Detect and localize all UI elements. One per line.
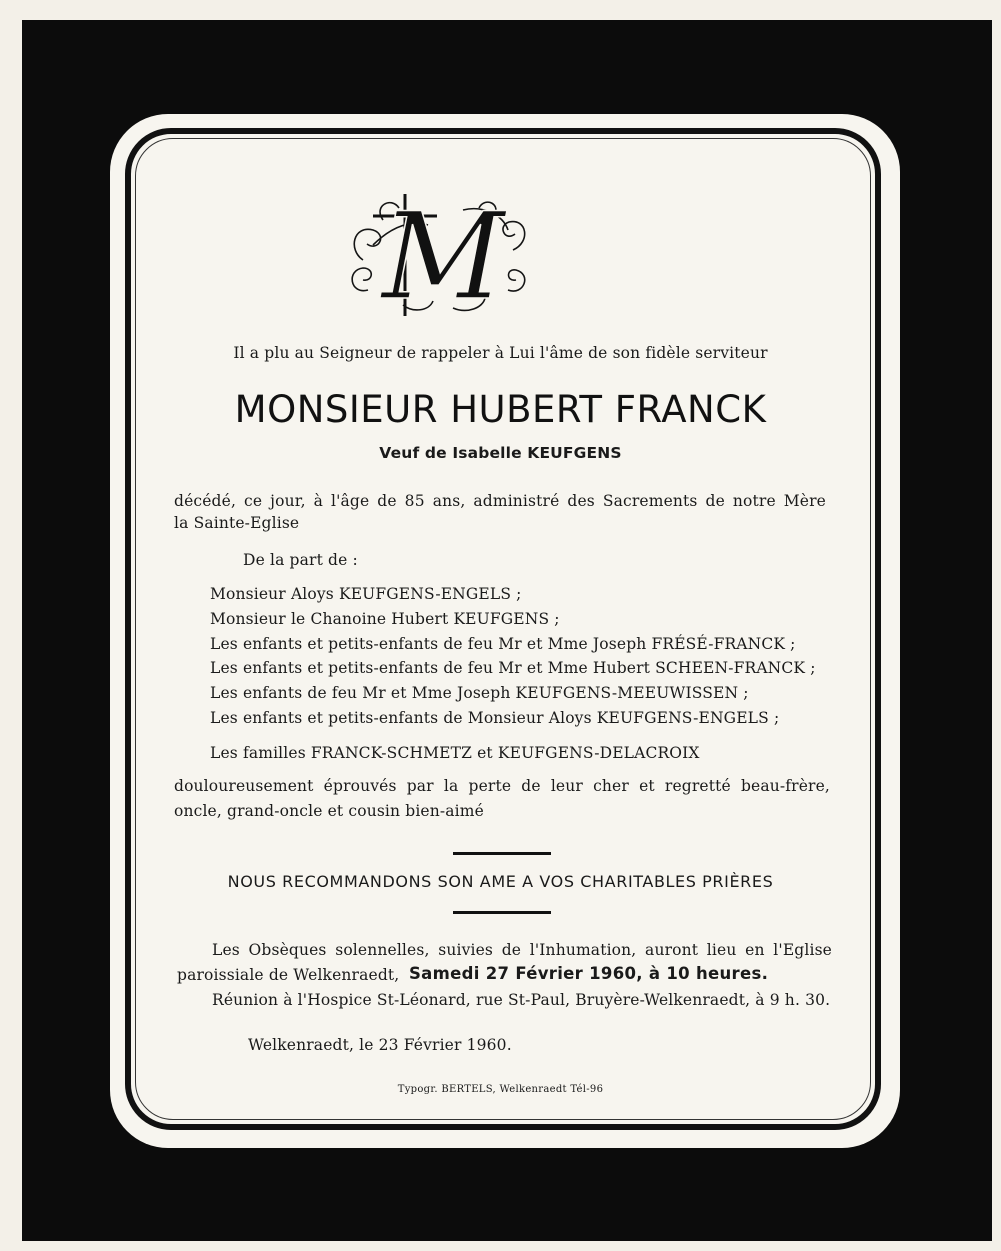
funeral-date: Samedi 27 Février 1960, à 10 heures.	[409, 964, 769, 983]
grief-text-line-1: douloureusement éprouvés par la perte de leur cher et regretté beau-frère,	[174, 777, 830, 795]
death-text-line-2: la Sainte-Eglise	[174, 514, 300, 532]
funeral-text-line-3: Réunion à l'Hospice St-Léonard, rue St-Paul, Bruyère-Welkenraedt, à 9 h. 30.	[212, 991, 831, 1009]
deceased-name: MONSIEUR HUBERT FRANCK	[234, 388, 767, 431]
family-member: Les enfants et petits-enfants de feu Mr et Mme Joseph FRÉSÉ-FRANCK ;	[210, 635, 796, 653]
divider-top	[453, 852, 551, 855]
printer-credit: Typogr. BERTELS, Welkenraedt Tél-96	[397, 1084, 604, 1095]
on-behalf-heading: De la part de :	[243, 551, 358, 569]
families-line: Les familles FRANCK-SCHMETZ et KEUFGENS-DELACROIX	[210, 744, 700, 762]
family-member: Monsieur Aloys KEUFGENS-ENGELS ;	[210, 585, 522, 603]
place-and-date: Welkenraedt, le 23 Février 1960.	[248, 1036, 512, 1054]
family-member: Les enfants de feu Mr et Mme Joseph KEUFGENS-MEEUWISSEN ;	[210, 684, 749, 702]
funeral-text-line-2: paroissiale de Welkenraedt,	[177, 966, 400, 984]
funeral-text-line-1: Les Obsèques solennelles, suivies de l'Inhumation, auront lieu en l'Eglise	[212, 941, 832, 959]
divider-bottom	[453, 911, 551, 914]
grief-text-line-2: oncle, grand-oncle et cousin bien-aimé	[174, 802, 484, 820]
family-member: Les enfants et petits-enfants de Monsieur Aloys KEUFGENS-ENGELS ;	[210, 709, 780, 727]
family-member: Monsieur le Chanoine Hubert KEUFGENS ;	[210, 610, 560, 628]
monogram-cross-icon	[343, 190, 539, 320]
monogram-letter: M	[381, 190, 505, 320]
widow-of-text: Veuf de Isabelle KEUFGENS	[379, 444, 622, 462]
death-text-line-1: décédé, ce jour, à l'âge de 85 ans, administré des Sacrements de notre Mère	[174, 492, 826, 510]
family-member: Les enfants et petits-enfants de feu Mr et Mme Hubert SCHEEN-FRANCK ;	[210, 659, 816, 677]
prayer-heading: NOUS RECOMMANDONS SON AME A VOS CHARITABLES PRIÈRES	[227, 872, 774, 891]
intro-text: Il a plu au Seigneur de rappeler à Lui l'âme de son fidèle serviteur	[233, 344, 768, 362]
